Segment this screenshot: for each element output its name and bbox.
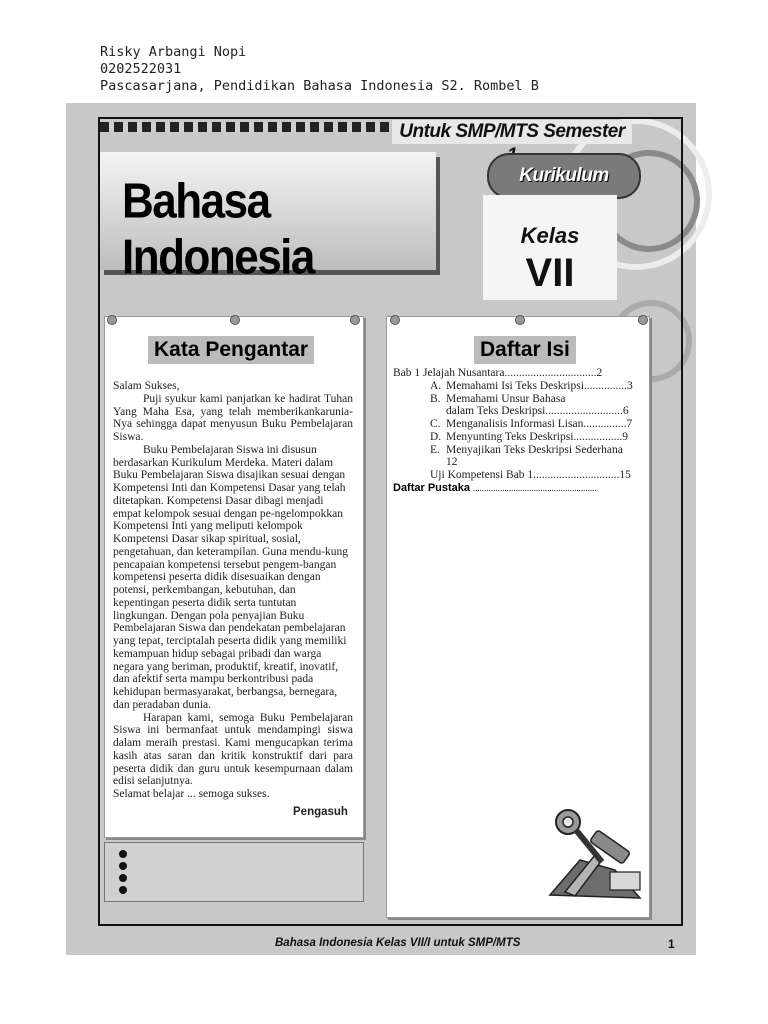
toc-uji: Uji Kompetensi Bab 1..............................15 xyxy=(430,469,631,481)
preface-paragraph: Buku Pembelajaran Siswa ini disusun berdasarkan Kurikulum Merdeka. Materi dalam Buku Pembelajaran Siswa disajikan sesuai dengan Kompetensi Inti dan Kompetensi Dasar yang telah ditetapkan. Kompetensi Dasar dibagi menjadi empat kelompok sesuai dengan pe-ngelompokkan Kompetensi Inti yang meliputi kelompok Kompetensi Dasar sikap spiritual, sosial, pengetahuan, dan keterampilan. Guna mendu-kung pencapaian kompetensi tersebut pengem-bangan kompetensi peserta didik disesuaikan dengan potensi, perkembangan, kebutuhan, dan kepentingan peserta didik serta tuntutan lingkungan. Dengan pola penyajian Buku Pembelajaran Siswa dan pendekatan pembelajaran yang tepat, terciptalah peserta didik yang memiliki kemampuan hidup sebagai pribadi dan warga negara yang beriman, produktif, kreatif, inovatif, dan afektif serta mampu berkontribusi pada kehidupan bermasyarakat, berbangsa, bernegara, dan peradaban dunia. xyxy=(113,443,349,711)
title-box xyxy=(100,152,436,285)
author-name: Risky Arbangi Nopi xyxy=(100,44,247,60)
toc-item: 12 xyxy=(446,456,458,469)
preface-greeting: Salam Sukses, xyxy=(113,380,180,392)
curriculum-badge: Kurikulum xyxy=(487,153,641,199)
semester-banner: Untuk SMP/MTS Semester xyxy=(392,120,632,144)
pin-icon xyxy=(638,315,648,325)
preface-signature: Pengasuh xyxy=(293,806,348,818)
class-value: VII xyxy=(525,251,575,295)
toc-items xyxy=(430,380,640,469)
toc-title: Daftar Isi xyxy=(474,336,576,364)
toc-item: D. Menyunting Teks Deskripsi.................9 xyxy=(430,430,629,443)
pin-icon xyxy=(515,315,525,325)
pin-icon xyxy=(390,315,400,325)
tools-illustration-icon xyxy=(540,800,650,902)
preface-closing: Selamat belajar ... semoga sukses. xyxy=(113,788,270,800)
preface-text xyxy=(113,380,353,801)
bullet-icon xyxy=(119,850,127,858)
preface-paragraph: Harapan kami, semoga Buku Pembelajaran Siswa ini bermanfaat untuk mendampingi siswa dalam meraih prestasi. Kami mengucapkan terima kasih atas saran dan kritik konstruktif dari para peserta didik dan guru untuk kesempurnaan dalam edisi selanjutnya. xyxy=(113,711,353,788)
toc-item: dalam Teks Deskripsi...........................6 xyxy=(446,405,629,418)
toc-item: E. Menyajikan Teks Deskripsi Sederhana xyxy=(430,443,623,456)
bullet-icon xyxy=(119,886,127,894)
pin-icon xyxy=(107,315,117,325)
bullet-icon xyxy=(119,862,127,870)
pin-icon xyxy=(230,315,240,325)
bullet-icon xyxy=(119,874,127,882)
book-title: Bahasa Indonesia xyxy=(122,174,314,285)
class-box xyxy=(483,195,617,300)
class-label: Kelas xyxy=(520,223,580,248)
toc-references: Daftar Pustaka ....................................................... xyxy=(393,482,597,494)
author-id: 0202522031 xyxy=(100,61,182,77)
toc-chapter: Bab 1 Jelajah Nusantara................................2 xyxy=(393,367,603,379)
page-footer: Bahasa Indonesia Kelas VII/I untuk SMP/MTS xyxy=(275,937,521,949)
preface-title: Kata Pengantar xyxy=(148,336,314,364)
toc-item: C. Menganalisis Informasi Lisan...............7 xyxy=(430,418,633,431)
page-number: 1 xyxy=(668,937,675,951)
toc-item: A. Memahami Isi Teks Deskripsi...............3 xyxy=(430,380,633,392)
bullet-box xyxy=(104,842,364,902)
pin-icon xyxy=(350,315,360,325)
author-program: Pascasarjana, Pendidikan Bahasa Indonesia S2. Rombel B xyxy=(100,78,539,94)
film-strip xyxy=(100,122,390,132)
toc-item: B. Memahami Unsur Bahasa xyxy=(430,392,566,405)
preface-paragraph: Puji syukur kami panjatkan ke hadirat Tuhan Yang Maha Esa, yang telah memberikankarunia-Nya sehingga dapat menyusun Buku Pembelajaran Siswa. xyxy=(113,392,353,443)
